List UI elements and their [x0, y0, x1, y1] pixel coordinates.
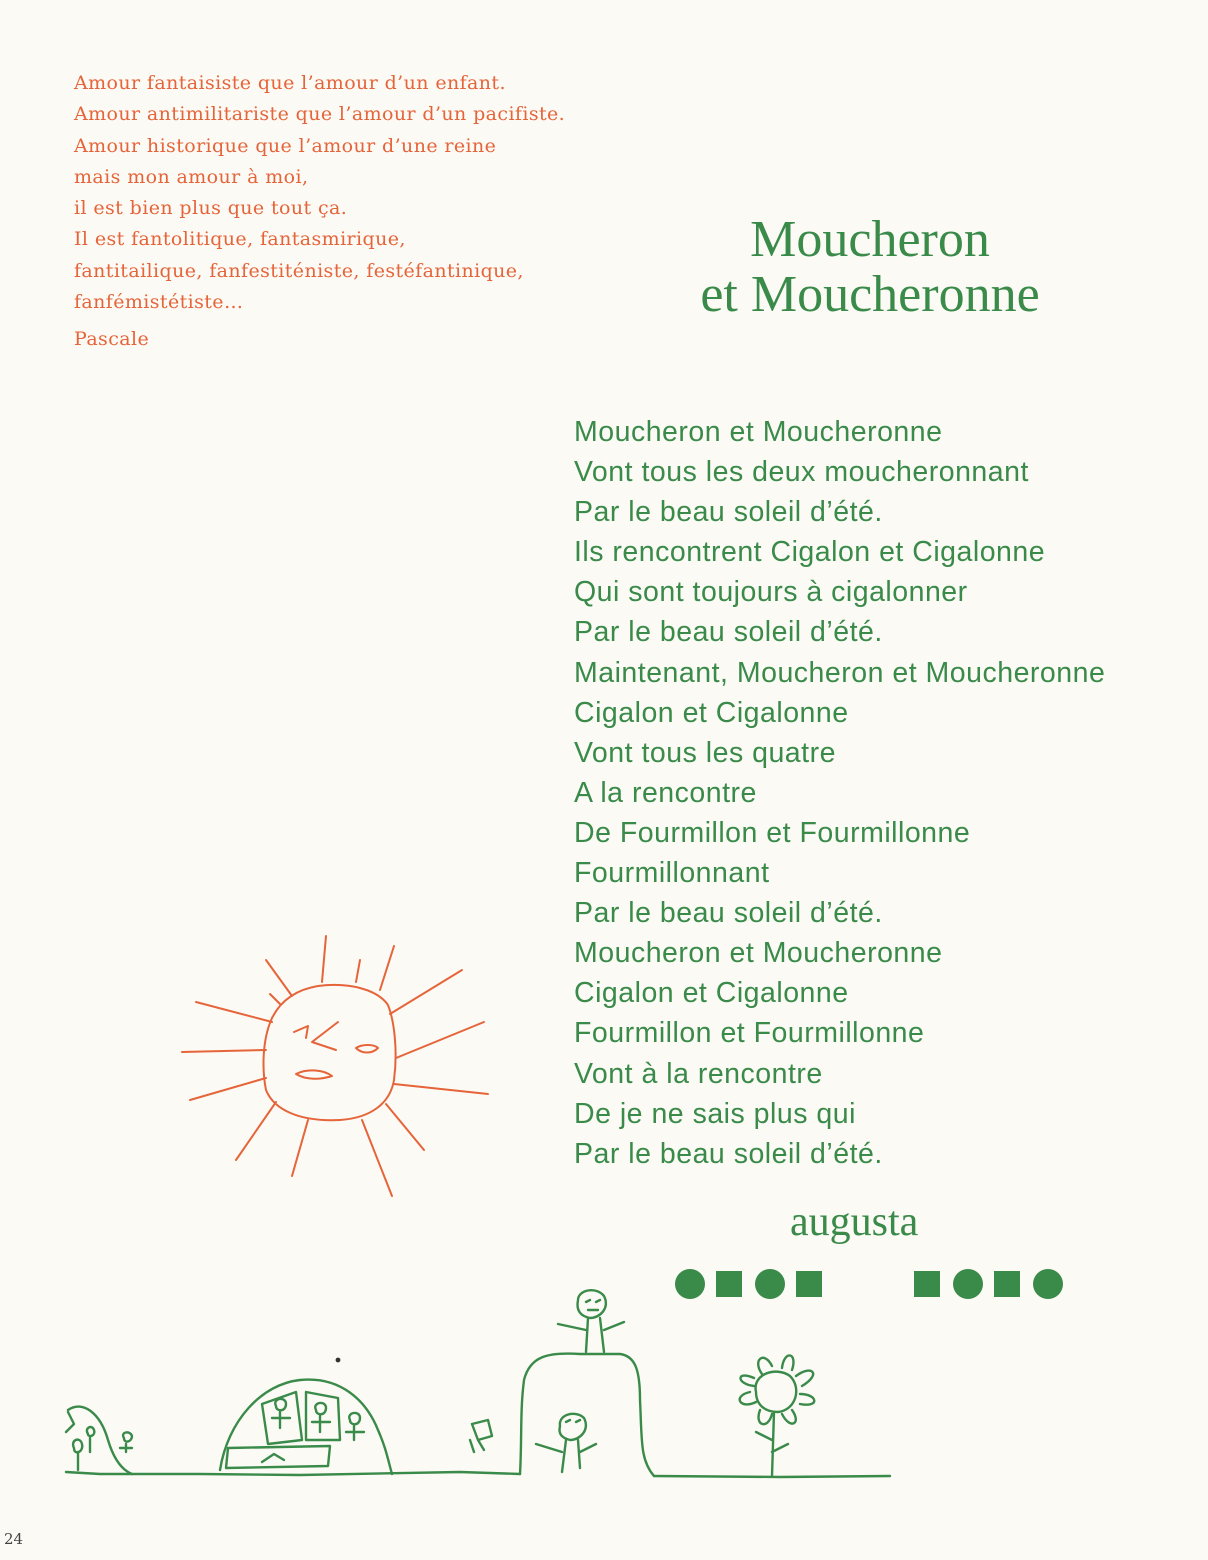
poem-line: Maintenant, Moucheron et Moucheronne: [574, 656, 1106, 689]
poem-line: Moucheron et Moucheronne: [574, 416, 943, 448]
intro-poem-line: Amour historique que l’amour d’une reine: [74, 134, 497, 157]
poem-line: Moucheron et Moucheronne: [574, 937, 943, 970]
poem-line: Vont tous les deux moucheronnant: [574, 456, 1029, 489]
small-figure: [346, 1413, 364, 1440]
poem-title-line-2: et Moucheronne: [700, 266, 1040, 323]
poem-line: A la rencontre: [574, 776, 757, 809]
tall-hill: [520, 1354, 654, 1476]
small-flower: [87, 1427, 94, 1452]
intro-poem-line: fantitailique, fanfestiténiste, festéfantinique,: [74, 259, 524, 282]
small-flower: [73, 1440, 82, 1470]
poem-line: Par le beau soleil d’été.: [574, 496, 883, 529]
poem-line: Par le beau soleil d’été.: [574, 897, 883, 930]
poem-line: Vont tous les quatre: [574, 736, 836, 769]
small-figure: [312, 1403, 330, 1432]
page-number: 24: [4, 1530, 24, 1548]
intro-poem-line: Amour antimilitariste que l’amour d’un pacifiste.: [74, 103, 566, 126]
poem-line: Cigalon et Cigalonne: [574, 977, 849, 1010]
flower-center: [756, 1372, 797, 1412]
poem-line: Par le beau soleil d’été.: [574, 1137, 883, 1170]
intro-poem-author: Pascale: [74, 328, 150, 351]
intro-poem-line: il est bien plus que tout ça.: [74, 197, 348, 220]
figure-on-slope: [470, 1420, 492, 1452]
small-figure: [272, 1399, 290, 1428]
poem-line: De je ne sais plus qui: [574, 1097, 856, 1130]
intro-poem-line: Amour fantaisiste que l’amour d’un enfant.: [74, 72, 506, 94]
little-person: [559, 1414, 585, 1440]
poem-title-line-1: Moucheron: [750, 211, 990, 268]
intro-poem-line: Il est fantolitique, fantasmirique,: [74, 228, 406, 251]
intro-poem-line: fanfémistétiste…: [74, 291, 244, 314]
poem-line: Qui sont toujours à cigalonner: [574, 576, 968, 609]
poem-line: Fourmillon et Fourmillonne: [574, 1017, 925, 1050]
figure-on-hill-body: [558, 1318, 624, 1352]
poem-line: Fourmillonnant: [574, 857, 770, 890]
poem-line: Ils rencontrent Cigalon et Cigalonne: [574, 536, 1046, 569]
dot: [336, 1358, 341, 1363]
poem-line: Par le beau soleil d’été.: [574, 616, 883, 649]
intro-poem-line: mais mon amour à moi,: [74, 165, 309, 188]
turtle-house-window: [306, 1392, 340, 1440]
poem-author: augusta: [790, 1199, 919, 1245]
poem-line: Cigalon et Cigalonne: [574, 696, 849, 729]
flower-petals: [740, 1355, 815, 1424]
small-figure: [120, 1432, 132, 1452]
figure-on-hill: [578, 1290, 606, 1318]
poem-line: De Fourmillon et Fourmillonne: [574, 816, 971, 849]
small-hill-sprout: [66, 1412, 74, 1432]
little-person-body: [536, 1440, 596, 1472]
small-figure: [262, 1454, 284, 1462]
poem-line: Vont à la rencontre: [574, 1057, 823, 1090]
ground-line: [66, 1472, 520, 1475]
